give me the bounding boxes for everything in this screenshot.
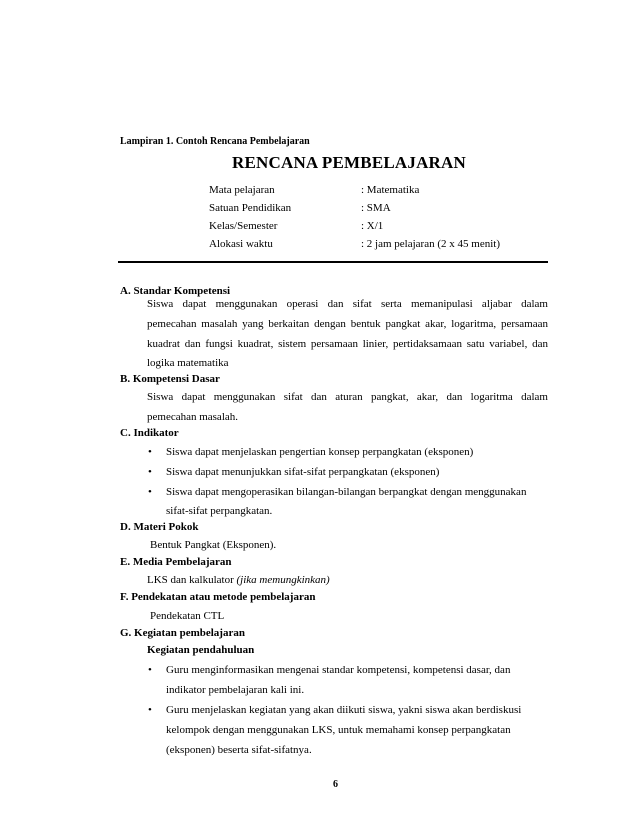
indicator-item: • Siswa dapat menunjukkan sifat-sifat perpangkatan (eksponen) xyxy=(148,466,440,478)
bullet-icon: • xyxy=(148,466,152,478)
section-a-line: Siswa dapat menggunakan operasi dan sifat serta memanipulasi aljabar dalam xyxy=(147,298,548,310)
section-heading-d: D. Materi Pokok xyxy=(120,521,199,533)
activity-continuation: indikator pembelajaran kali ini. xyxy=(166,684,305,696)
section-f-text: Pendekatan CTL xyxy=(150,610,225,622)
section-g-subheading: Kegiatan pendahuluan xyxy=(147,644,255,656)
section-heading-c: C. Indikator xyxy=(120,427,179,439)
bullet-icon: • xyxy=(148,446,152,458)
document-title: RENCANA PEMBELAJARAN xyxy=(232,153,466,172)
activity-item: • Guru menjelaskan kegiatan yang akan diikuti siswa, yakni siswa akan berdiskusi xyxy=(148,704,522,716)
section-heading-e: E. Media Pembelajaran xyxy=(120,556,232,568)
section-heading-a: A. Standar Kompetensi xyxy=(120,285,231,297)
bullet-icon: • xyxy=(148,664,152,676)
appendix-caption: Lampiran 1. Contoh Rencana Pembelajaran xyxy=(120,136,310,147)
info-label: Satuan Pendidikan xyxy=(209,202,292,214)
activity-item: • Guru menginformasikan mengenai standar kompetensi, kompetensi dasar, dan xyxy=(148,664,511,676)
info-label: Mata pelajaran xyxy=(209,184,275,196)
section-heading-f: F. Pendekatan atau metode pembelajaran xyxy=(120,591,316,603)
section-d-text: Bentuk Pangkat (Eksponen). xyxy=(150,539,277,551)
info-label: Kelas/Semester xyxy=(209,220,278,232)
bullet-icon: • xyxy=(148,704,152,716)
activity-continuation: kelompok dengan menggunakan LKS, untuk memahami konsep perpangkatan xyxy=(166,724,511,736)
section-b-line: pemecahan masalah. xyxy=(147,411,239,423)
header-divider xyxy=(118,261,548,263)
bullet-icon: • xyxy=(148,486,152,498)
section-e-text: LKS dan kalkulator (jika memungkinkan) xyxy=(147,574,330,586)
activity-continuation: (eksponen) beserta sifat-sifatnya. xyxy=(166,744,312,756)
info-value: : 2 jam pelajaran (2 x 45 menit) xyxy=(361,238,500,250)
section-b-line: Siswa dapat menggunakan sifat dan aturan pangkat, akar, dan logaritma dalam xyxy=(147,391,548,403)
page-number: 6 xyxy=(333,779,338,790)
info-value: : SMA xyxy=(361,202,391,214)
section-heading-b: B. Kompetensi Dasar xyxy=(120,373,220,385)
indicator-continuation: sifat-sifat perpangkatan. xyxy=(166,505,273,517)
section-heading-g: G. Kegiatan pembelajaran xyxy=(120,627,245,639)
section-a-line: logika matematika xyxy=(147,357,229,369)
info-value: : X/1 xyxy=(361,220,384,232)
info-value: : Matematika xyxy=(361,184,420,196)
section-a-line: pemecahan masalah yang berkaitan dengan bentuk pangkat akar, logaritma, persamaan xyxy=(147,318,548,330)
indicator-item: • Siswa dapat menjelaskan pengertian konsep perpangkatan (eksponen) xyxy=(148,446,474,458)
info-label: Alokasi waktu xyxy=(209,238,273,250)
indicator-item: • Siswa dapat mengoperasikan bilangan-bilangan berpangkat dengan menggunakan xyxy=(148,486,527,498)
section-a-line: kuadrat dan fungsi kuadrat, sistem persamaan linier, pertidaksamaan satu variabel, dan xyxy=(147,338,548,350)
